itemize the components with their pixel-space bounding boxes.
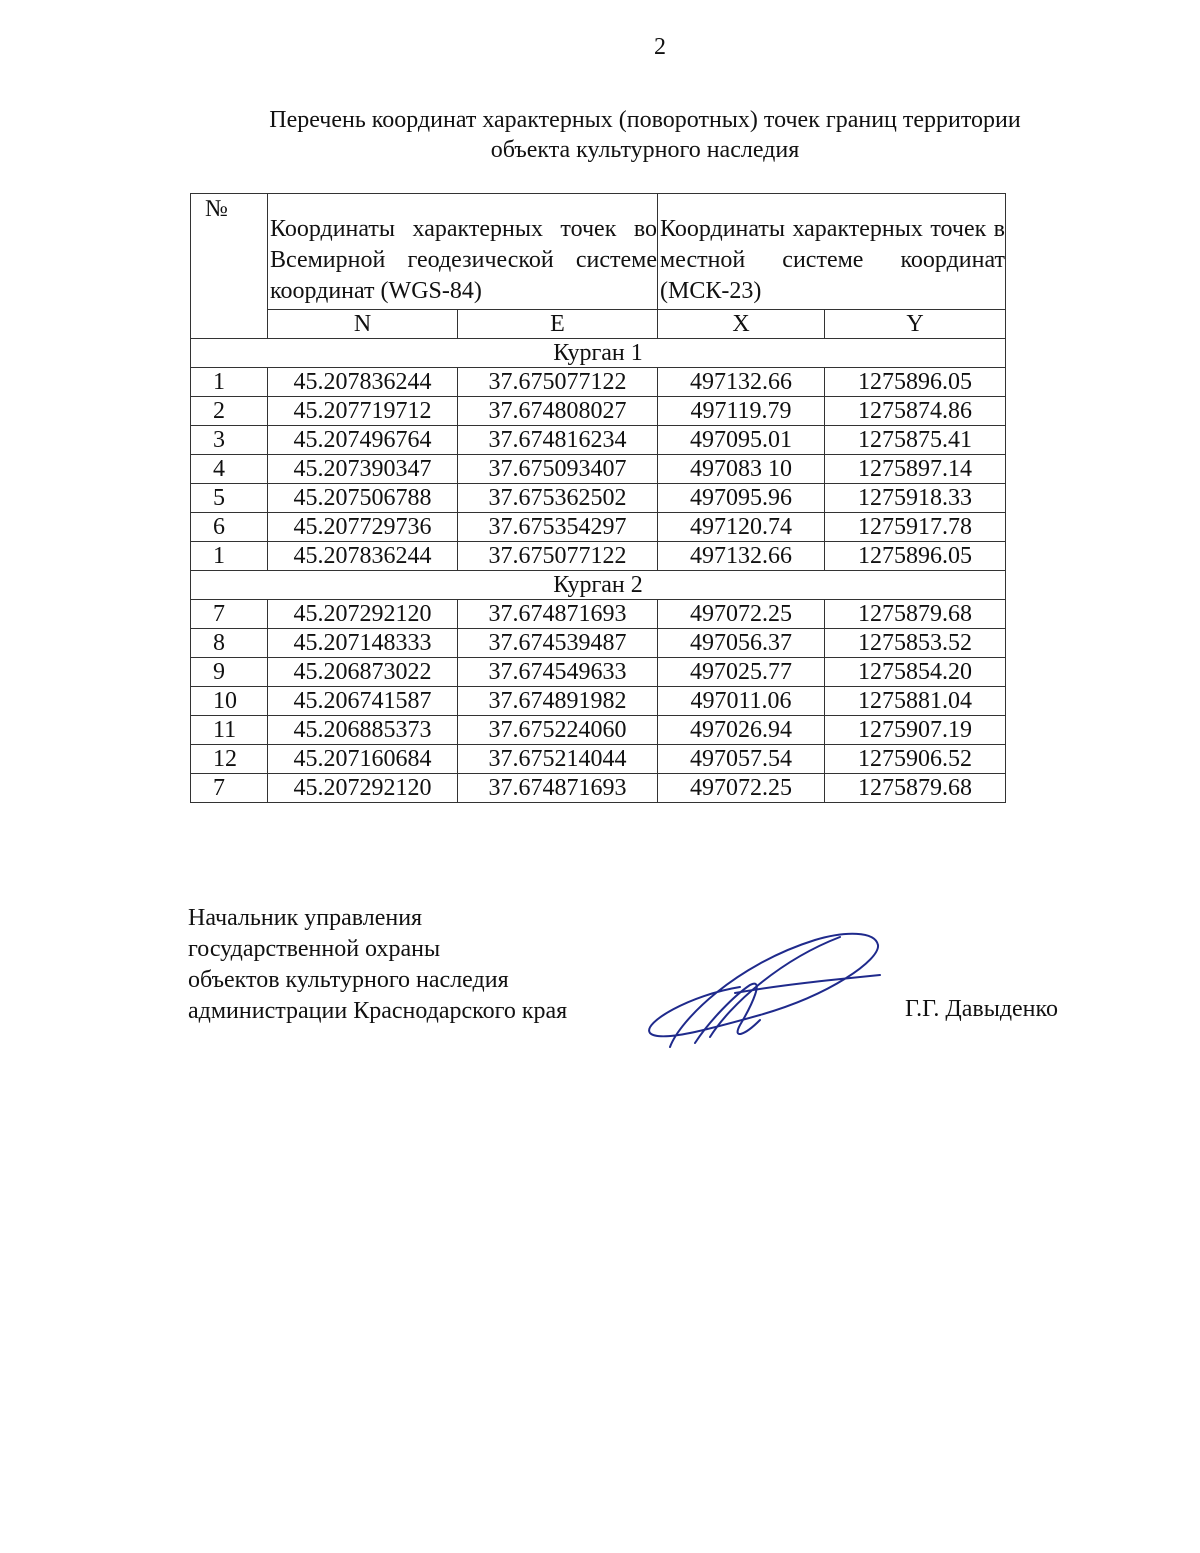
cell-y: 1275879.68	[825, 774, 1006, 803]
table-row	[191, 368, 1006, 397]
cell-n: 45.207160684	[268, 745, 458, 774]
section-title: Курган 2	[191, 571, 1006, 600]
signer-name: Г.Г. Давыденко	[905, 996, 1058, 1022]
cell-x: 497083 10	[658, 455, 825, 484]
cell-e: 37.674891982	[458, 687, 658, 716]
title-line-2: объекта культурного наследия	[490, 137, 800, 163]
cell-n: 45.207836244	[268, 542, 458, 571]
cell-n: 45.207729736	[268, 513, 458, 542]
cell-e: 37.675224060	[458, 716, 658, 745]
table-row	[191, 600, 1006, 629]
cell-x: 497056.37	[658, 629, 825, 658]
cell-n: 45.207719712	[268, 397, 458, 426]
cell-n: 45.206741587	[268, 687, 458, 716]
cell-y: 1275879.68	[825, 600, 1006, 629]
point-number: 8	[191, 629, 268, 658]
point-number: 3	[191, 426, 268, 455]
cell-e: 37.674871693	[458, 774, 658, 803]
cell-x: 497132.66	[658, 368, 825, 397]
cell-x: 497025.77	[658, 658, 825, 687]
cell-x: 497132.66	[658, 542, 825, 571]
table-row	[191, 774, 1006, 803]
cell-e: 37.674871693	[458, 600, 658, 629]
column-header-x: X	[658, 310, 825, 339]
document-title	[200, 105, 1090, 165]
point-number: 10	[191, 687, 268, 716]
cell-x: 497057.54	[658, 745, 825, 774]
position-line: администрации Краснодарского края	[188, 998, 568, 1024]
point-number: 12	[191, 745, 268, 774]
cell-x: 497072.25	[658, 600, 825, 629]
position-line: объектов культурного наследия	[188, 967, 509, 993]
table-row	[191, 426, 1006, 455]
cell-e: 37.675077122	[458, 542, 658, 571]
cell-x: 497119.79	[658, 397, 825, 426]
point-number: 5	[191, 484, 268, 513]
cell-y: 1275906.52	[825, 745, 1006, 774]
cell-x: 497011.06	[658, 687, 825, 716]
cell-n: 45.207292120	[268, 774, 458, 803]
section-title: Курган 1	[191, 339, 1006, 368]
cell-x: 497072.25	[658, 774, 825, 803]
cell-y: 1275853.52	[825, 629, 1006, 658]
title-line-1: Перечень координат характерных (поворотных) точек границ территории	[269, 107, 1021, 133]
cell-n: 45.207148333	[268, 629, 458, 658]
cell-x: 497095.01	[658, 426, 825, 455]
point-number: 7	[191, 774, 268, 803]
point-number: 7	[191, 600, 268, 629]
cell-x: 497095.96	[658, 484, 825, 513]
position-line: государственной охраны	[188, 936, 441, 962]
table-row	[191, 629, 1006, 658]
table-row	[191, 687, 1006, 716]
point-number: 1	[191, 542, 268, 571]
header-number: №	[191, 194, 268, 339]
cell-y: 1275874.86	[825, 397, 1006, 426]
section-row	[191, 339, 1006, 368]
table-body	[191, 339, 1006, 803]
cell-n: 45.207390347	[268, 455, 458, 484]
cell-y: 1275917.78	[825, 513, 1006, 542]
table-row	[191, 455, 1006, 484]
cell-y: 1275854.20	[825, 658, 1006, 687]
table-row	[191, 513, 1006, 542]
header-wgs84: Координаты характерных точек во Всемирной геодезической системе координат (WGS-84)	[268, 194, 658, 310]
cell-e: 37.674539487	[458, 629, 658, 658]
cell-n: 45.207506788	[268, 484, 458, 513]
position-line: Начальник управления	[188, 905, 423, 931]
cell-n: 45.206873022	[268, 658, 458, 687]
page-number: 2	[654, 34, 666, 60]
column-header-y: Y	[825, 310, 1006, 339]
cell-y: 1275907.19	[825, 716, 1006, 745]
cell-x: 497026.94	[658, 716, 825, 745]
cell-y: 1275918.33	[825, 484, 1006, 513]
handwritten-signature	[640, 925, 890, 1065]
coordinates-table	[190, 193, 1006, 803]
cell-y: 1275875.41	[825, 426, 1006, 455]
table-row	[191, 542, 1006, 571]
cell-e: 37.675077122	[458, 368, 658, 397]
table-row	[191, 484, 1006, 513]
table-row	[191, 716, 1006, 745]
cell-e: 37.675362502	[458, 484, 658, 513]
header-msk23: Координаты характерных точек в местной системе координат (МСК-23)	[658, 194, 1006, 310]
table-row	[191, 745, 1006, 774]
column-header-e: E	[458, 310, 658, 339]
point-number: 6	[191, 513, 268, 542]
section-row	[191, 571, 1006, 600]
point-number: 11	[191, 716, 268, 745]
point-number: 2	[191, 397, 268, 426]
signatory-position	[188, 903, 567, 1027]
cell-x: 497120.74	[658, 513, 825, 542]
cell-n: 45.207836244	[268, 368, 458, 397]
cell-e: 37.674816234	[458, 426, 658, 455]
cell-y: 1275896.05	[825, 368, 1006, 397]
cell-y: 1275897.14	[825, 455, 1006, 484]
cell-n: 45.207496764	[268, 426, 458, 455]
cell-e: 37.675214044	[458, 745, 658, 774]
cell-y: 1275881.04	[825, 687, 1006, 716]
point-number: 4	[191, 455, 268, 484]
column-header-n: N	[268, 310, 458, 339]
table-header-row	[191, 194, 1006, 310]
cell-n: 45.206885373	[268, 716, 458, 745]
cell-e: 37.675354297	[458, 513, 658, 542]
cell-y: 1275896.05	[825, 542, 1006, 571]
cell-e: 37.674549633	[458, 658, 658, 687]
table-row	[191, 397, 1006, 426]
point-number: 9	[191, 658, 268, 687]
point-number: 1	[191, 368, 268, 397]
cell-n: 45.207292120	[268, 600, 458, 629]
table-row	[191, 658, 1006, 687]
cell-e: 37.674808027	[458, 397, 658, 426]
cell-e: 37.675093407	[458, 455, 658, 484]
table-subheader-row	[191, 310, 1006, 339]
